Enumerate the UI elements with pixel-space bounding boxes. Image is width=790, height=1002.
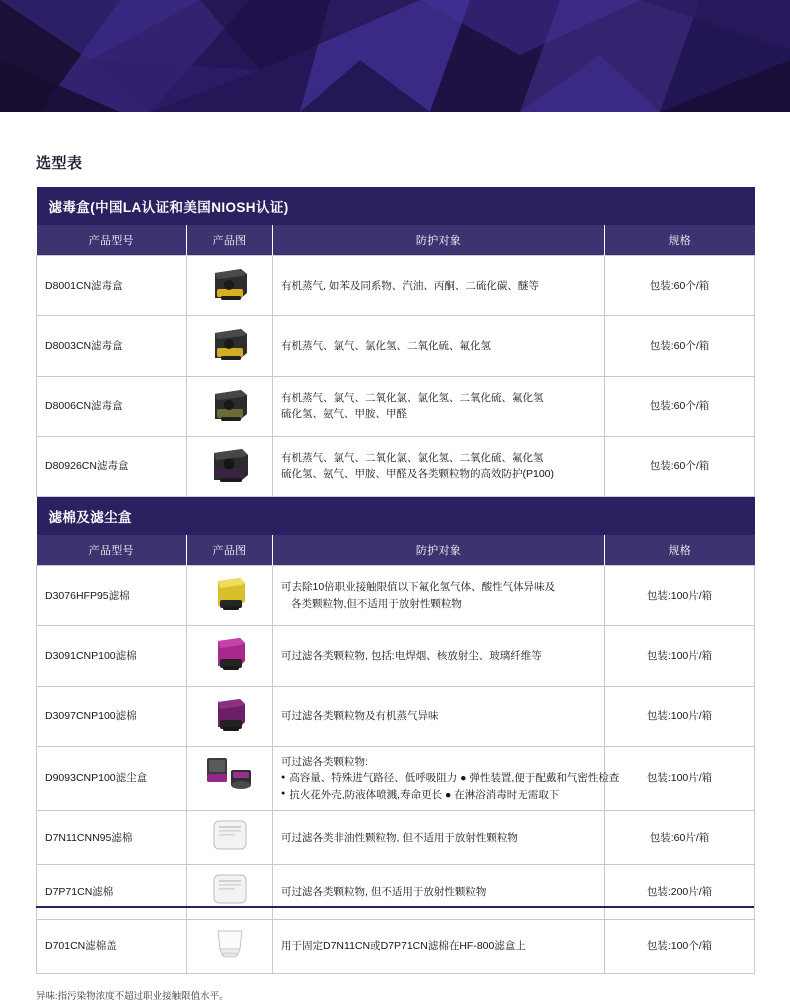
- protection-line: 有机蒸气、氯气、二氧化氯、氯化氢、二氧化硫、氟化氢: [281, 391, 544, 404]
- table-header-row: [37, 535, 755, 566]
- cell-spec: 包装:60个/箱: [605, 316, 755, 376]
- cell-spec: 包装:100个/箱: [605, 919, 755, 973]
- table-row: [37, 811, 755, 865]
- cell-model: D9093CNP100滤尘盒: [37, 746, 187, 810]
- table-header-row: [37, 225, 755, 256]
- cell-product-image: [187, 626, 273, 686]
- cell-protection: [273, 316, 605, 376]
- table-row: [37, 865, 755, 919]
- cell-spec: 包装:60个/箱: [605, 256, 755, 316]
- protection-bullets: [281, 770, 620, 803]
- banner-polygons: [0, 0, 790, 112]
- filter-icon: [207, 694, 253, 734]
- cartridge-icon: [207, 323, 253, 363]
- bullet-item: ● 高容量、特殊进气路径、低呼吸阻力 ● 弹性装置,便于配戴和气密性检查: [281, 770, 596, 786]
- band-label: 滤棉及滤尘盒: [37, 497, 755, 535]
- col-header-model: 产品型号: [37, 225, 187, 256]
- protection-line: 可过滤各类颗粒物及有机蒸气异味: [281, 710, 439, 723]
- filter-magenta-dark-icon: [207, 694, 253, 739]
- cell-spec: 包装:60片/箱: [605, 811, 755, 865]
- cell-product-image: [187, 436, 273, 496]
- table-row: [37, 566, 755, 626]
- col-header-spec: 规格: [605, 535, 755, 566]
- cartridge-black-yellow-icon: [207, 263, 253, 308]
- cartridge-black-magenta-icon: [207, 444, 253, 489]
- table-row: [37, 626, 755, 686]
- table-row: [37, 316, 755, 376]
- col-header-protection: 防护对象: [273, 225, 605, 256]
- cell-protection: [273, 376, 605, 436]
- page-content: [0, 112, 790, 1002]
- cell-model: D3097CNP100滤棉: [37, 686, 187, 746]
- cover-white-icon: [210, 927, 250, 966]
- table-band-filters: [37, 497, 755, 535]
- cell-protection: [273, 566, 605, 626]
- protection-line: 硫化氢、氨气、甲胺、甲醛: [281, 408, 407, 421]
- table-row: [37, 376, 755, 436]
- protection-line: 用于固定D7N11CN或D7P71CN滤棉在HF-800滤盒上: [281, 940, 526, 953]
- cell-protection: [273, 256, 605, 316]
- cell-spec: 包装:100片/箱: [605, 746, 755, 810]
- cell-spec: 包装:100片/箱: [605, 686, 755, 746]
- cell-product-image: [187, 686, 273, 746]
- filter-pad-icon: [210, 818, 250, 852]
- protection-line: 有机蒸气、氯气、二氧化氯、氯化氢、二氧化硫、氟化氢: [281, 452, 544, 465]
- cell-protection: [273, 436, 605, 496]
- bottom-rule: [36, 906, 754, 908]
- cell-protection: [273, 686, 605, 746]
- cell-product-image: [187, 256, 273, 316]
- cell-model: D80926CN滤毒盒: [37, 436, 187, 496]
- cartridge-black-yellow-icon: [207, 323, 253, 368]
- table-row: [37, 686, 755, 746]
- cell-product-image: [187, 865, 273, 919]
- header-banner: [0, 0, 790, 112]
- protection-line: 可过滤各类颗粒物, 包括:电焊烟、核放射尘、玻璃纤维等: [281, 649, 542, 662]
- pad-white-icon: [210, 818, 250, 857]
- footnote: 异味:指污染物浓度不超过职业接触限值水平。: [36, 990, 229, 1002]
- cell-spec: 包装:60个/箱: [605, 436, 755, 496]
- cell-product-image: [187, 811, 273, 865]
- filter-cover-icon: [210, 927, 250, 961]
- cell-product-image: [187, 746, 273, 810]
- cell-model: D701CN滤棉盖: [37, 919, 187, 973]
- col-header-image: 产品图: [187, 225, 273, 256]
- cell-model: D3091CNP100滤棉: [37, 626, 187, 686]
- col-header-spec: 规格: [605, 225, 755, 256]
- cell-model: D7P71CN滤棉: [37, 865, 187, 919]
- table-band-cartridges: [37, 187, 755, 225]
- filter-yellow-icon: [207, 573, 253, 618]
- cell-product-image: [187, 566, 273, 626]
- cartridge-black-olive-icon: [207, 384, 253, 429]
- dust-box-icon: [201, 754, 259, 798]
- protection-line: 可过滤各类颗粒物, 但不适用于放射性颗粒物: [281, 885, 487, 898]
- filter-icon: [207, 633, 253, 673]
- cell-model: D8003CN滤毒盒: [37, 316, 187, 376]
- cell-protection: [273, 746, 620, 810]
- cell-protection: [273, 919, 605, 973]
- table-row: [37, 256, 755, 316]
- table-row: [37, 436, 755, 496]
- cell-model: D8001CN滤毒盒: [37, 256, 187, 316]
- col-header-protection: 防护对象: [273, 535, 605, 566]
- cell-product-image: [187, 376, 273, 436]
- protection-line: 可过滤各类非油性颗粒物, 但不适用于放射性颗粒物: [281, 831, 518, 844]
- table-cartridges: [36, 187, 755, 497]
- filter-icon: [207, 573, 253, 613]
- cell-protection: [273, 626, 605, 686]
- protection-line: 各类颗粒物,但不适用于放射性颗粒物: [291, 597, 462, 610]
- protection-line: 有机蒸气、氯气、氯化氢、二氧化硫、氟化氢: [281, 339, 491, 352]
- cell-spec: 包装:100片/箱: [605, 566, 755, 626]
- band-label: 滤毒盒(中国LA认证和美国NIOSH认证): [37, 187, 755, 225]
- filter-magenta-icon: [207, 633, 253, 678]
- cell-spec: 包装:200片/箱: [605, 865, 755, 919]
- page-title: 选型表: [36, 155, 83, 172]
- cartridge-icon: [207, 444, 253, 484]
- dust-box-magenta-icon: [201, 754, 259, 803]
- table-row: [37, 919, 755, 973]
- protection-line: 硫化氢、氨气、甲胺、甲醛及各类颗粒物的高效防护(P100): [281, 468, 555, 481]
- col-header-image: 产品图: [187, 535, 273, 566]
- cell-protection: [273, 865, 605, 919]
- cell-product-image: [187, 919, 273, 973]
- cell-model: D8006CN滤毒盒: [37, 376, 187, 436]
- cartridge-icon: [207, 263, 253, 303]
- col-header-model: 产品型号: [37, 535, 187, 566]
- cell-product-image: [187, 316, 273, 376]
- filter-pad-icon: [210, 872, 250, 906]
- protection-line: 可去除10倍职业接触限值以下氟化氢气体、酸性气体异味及: [281, 581, 556, 594]
- cell-spec: 包装:60个/箱: [605, 376, 755, 436]
- cartridge-icon: [207, 384, 253, 424]
- protection-line: 有机蒸气, 如苯及同系物、汽油、丙酮、二硫化碳、醚等: [281, 279, 539, 292]
- protection-title: 可过滤各类颗粒物:: [281, 756, 368, 769]
- cell-model: D7N11CNN95滤棉: [37, 811, 187, 865]
- table-filters: [36, 497, 755, 974]
- bullet-item: ● 抗火花外壳,防液体喷溅,寿命更长 ● 在淋浴消毒时无需取下: [281, 787, 596, 803]
- cell-protection: [273, 811, 605, 865]
- table-row: [37, 746, 755, 810]
- cell-model: D3076HFP95滤棉: [37, 566, 187, 626]
- cell-spec: 包装:100片/箱: [605, 626, 755, 686]
